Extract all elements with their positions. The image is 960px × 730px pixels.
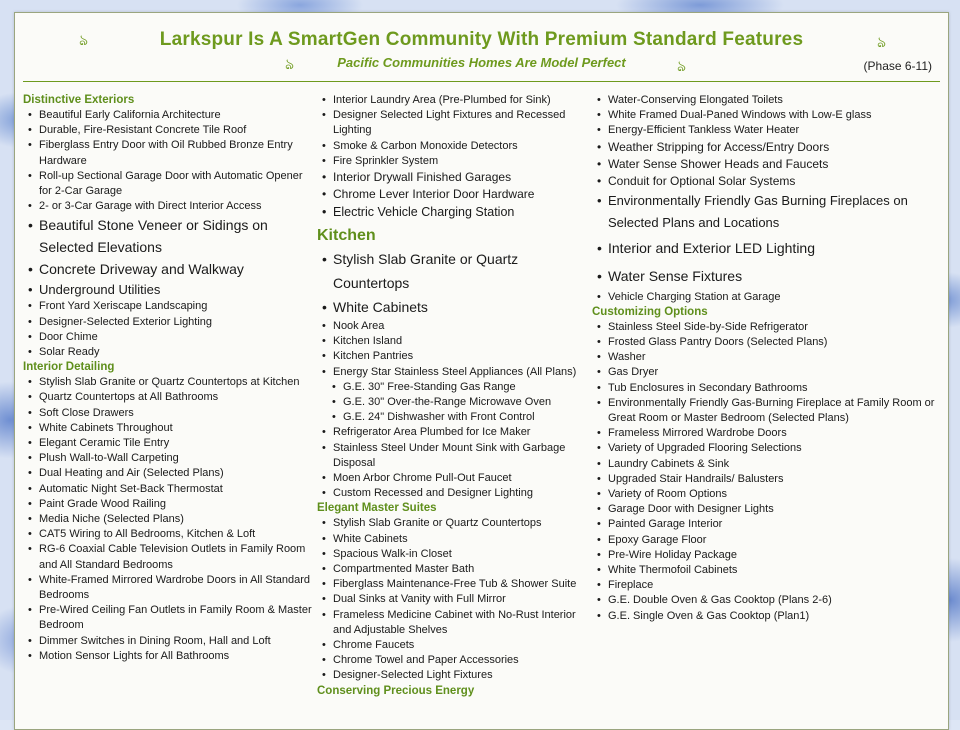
header bbox=[15, 13, 948, 91]
list-item: • Door Chime bbox=[23, 330, 313, 345]
list-item: • Chrome Lever Interior Door Hardware bbox=[317, 186, 585, 203]
kitchen-list bbox=[317, 247, 585, 501]
list-item: • Frameless Medicine Cabinet with No-Rust Interior and Adjustable Shelves bbox=[317, 608, 585, 638]
list-item: • Designer-Selected Exterior Lighting bbox=[23, 315, 313, 330]
list-item: • G.E. 24" Dishwasher with Front Control bbox=[317, 410, 585, 425]
list-item: • CAT5 Wiring to All Bedrooms, Kitchen & Loft bbox=[23, 527, 313, 542]
options-list bbox=[592, 320, 942, 624]
list-item: • Beautiful Stone Veneer or Sidings on Selected Elevations bbox=[23, 214, 313, 258]
ornament-icon: ঌ bbox=[877, 34, 887, 51]
list-item: • Electric Vehicle Charging Station bbox=[317, 203, 585, 221]
list-item: • Designer-Selected Light Fixtures bbox=[317, 668, 585, 683]
list-item: • Frosted Glass Pantry Doors (Selected Plans) bbox=[592, 335, 942, 350]
list-item: • Paint Grade Wood Railing bbox=[23, 497, 313, 512]
section-title-kitchen: Kitchen bbox=[317, 227, 376, 245]
interior-list bbox=[23, 375, 313, 664]
list-item: • Chrome Faucets bbox=[317, 638, 585, 653]
list-item: • White Framed Dual-Paned Windows with Low-E glass bbox=[592, 108, 942, 123]
list-item: • Concrete Driveway and Walkway bbox=[23, 258, 313, 280]
list-item: • Durable, Fire-Resistant Concrete Tile Roof bbox=[23, 123, 313, 138]
list-item: • Motion Sensor Lights for All Bathrooms bbox=[23, 649, 313, 664]
list-item: • Underground Utilities bbox=[23, 280, 313, 299]
list-item: • Nook Area bbox=[317, 319, 585, 334]
list-item: • Water Sense Fixtures bbox=[592, 262, 942, 290]
list-item: • Kitchen Pantries bbox=[317, 349, 585, 364]
list-item: • Laundry Cabinets & Sink bbox=[592, 457, 942, 472]
list-item: • Stylish Slab Granite or Quartz Countertops bbox=[317, 247, 585, 295]
list-item: • Energy Star Stainless Steel Appliances (All Plans) bbox=[317, 365, 585, 380]
list-item: • Smoke & Carbon Monoxide Detectors bbox=[317, 139, 585, 154]
column-1 bbox=[23, 93, 313, 664]
list-item: • G.E. Single Oven & Gas Cooktop (Plan1) bbox=[592, 609, 942, 624]
list-item: • Epoxy Garage Floor bbox=[592, 533, 942, 548]
list-item: • Water Sense Shower Heads and Faucets bbox=[592, 156, 942, 173]
header-divider bbox=[23, 81, 940, 82]
list-item: • Pre-Wire Holiday Package bbox=[592, 548, 942, 563]
list-item: • Dual Heating and Air (Selected Plans) bbox=[23, 466, 313, 481]
general-list bbox=[317, 93, 585, 221]
phase-label: (Phase 6-11) bbox=[863, 59, 932, 73]
page-title: Larkspur Is A SmartGen Community With Premium Standard Features bbox=[159, 29, 804, 50]
list-item: • Painted Garage Interior bbox=[592, 517, 942, 532]
list-item: • Spacious Walk-in Closet bbox=[317, 547, 585, 562]
list-item: • Stainless Steel Under Mount Sink with Garbage Disposal bbox=[317, 441, 585, 471]
list-item: • White Cabinets bbox=[317, 532, 585, 547]
list-item: • Tub Enclosures in Secondary Bathrooms bbox=[592, 381, 942, 396]
list-item: • Washer bbox=[592, 350, 942, 365]
list-item: • Automatic Night Set-Back Thermostat bbox=[23, 482, 313, 497]
list-item: • Designer Selected Light Fixtures and Recessed Lighting bbox=[317, 108, 585, 138]
list-item: • Quartz Countertops at All Bathrooms bbox=[23, 390, 313, 405]
list-item: • RG-6 Coaxial Cable Television Outlets in Family Room and All Standard Bedrooms bbox=[23, 542, 313, 572]
list-item: • Plush Wall-to-Wall Carpeting bbox=[23, 451, 313, 466]
list-item: • Energy-Efficient Tankless Water Heater bbox=[592, 123, 942, 138]
list-item: • Water-Conserving Elongated Toilets bbox=[592, 93, 942, 108]
list-item: • Refrigerator Area Plumbed for Ice Maker bbox=[317, 425, 585, 440]
column-2 bbox=[317, 93, 585, 699]
section-title-interior: Interior Detailing bbox=[23, 361, 115, 374]
list-item: • Interior Drywall Finished Garages bbox=[317, 169, 585, 186]
energy-list bbox=[592, 93, 942, 305]
list-item: • Roll-up Sectional Garage Door with Automatic Opener for 2-Car Garage bbox=[23, 169, 313, 199]
list-item: • Solar Ready bbox=[23, 345, 313, 360]
list-item: • Conduit for Optional Solar Systems bbox=[592, 173, 942, 190]
list-item: • Fire Sprinkler System bbox=[317, 154, 585, 169]
list-item: • Soft Close Drawers bbox=[23, 406, 313, 421]
ornament-icon: ঌ bbox=[677, 58, 687, 75]
master-list bbox=[317, 516, 585, 683]
list-item: • Media Niche (Selected Plans) bbox=[23, 512, 313, 527]
section-title-exteriors: Distinctive Exteriors bbox=[23, 94, 135, 106]
list-item: • Compartmented Master Bath bbox=[317, 562, 585, 577]
list-item: • Kitchen Island bbox=[317, 334, 585, 349]
list-item: • Stylish Slab Granite or Quartz Countertops bbox=[317, 516, 585, 531]
exteriors-list bbox=[23, 108, 313, 360]
ornament-icon: ঌ bbox=[79, 32, 89, 49]
list-item: • G.E. 30" Over-the-Range Microwave Oven bbox=[317, 395, 585, 410]
list-item: • Fireplace bbox=[592, 578, 942, 593]
features-sheet bbox=[14, 12, 949, 730]
list-item: • Beautiful Early California Architecture bbox=[23, 108, 313, 123]
list-item: • White Cabinets bbox=[317, 295, 585, 319]
list-item: • Elegant Ceramic Tile Entry bbox=[23, 436, 313, 451]
list-item: • Garage Door with Designer Lights bbox=[592, 502, 942, 517]
list-item: • Custom Recessed and Designer Lighting bbox=[317, 486, 585, 501]
list-item: • Gas Dryer bbox=[592, 365, 942, 380]
list-item: • G.E. 30" Free-Standing Gas Range bbox=[317, 380, 585, 395]
list-item: • G.E. Double Oven & Gas Cooktop (Plans 2-6) bbox=[592, 593, 942, 608]
list-item: • Variety of Room Options bbox=[592, 487, 942, 502]
list-item: • Dimmer Switches in Dining Room, Hall and Loft bbox=[23, 634, 313, 649]
list-item: • Front Yard Xeriscape Landscaping bbox=[23, 299, 313, 314]
list-item: • Environmentally Friendly Gas-Burning Fireplace at Family Room or Great Room or Master Bedroom (Selected Plans) bbox=[592, 396, 942, 426]
list-item: • Stylish Slab Granite or Quartz Countertops at Kitchen bbox=[23, 375, 313, 390]
list-item: • Dual Sinks at Vanity with Full Mirror bbox=[317, 592, 585, 607]
list-item: • Stainless Steel Side-by-Side Refrigerator bbox=[592, 320, 942, 335]
list-item: • Environmentally Friendly Gas Burning Fireplaces on Selected Plans and Locations bbox=[592, 190, 942, 234]
list-item: • Fiberglass Entry Door with Oil Rubbed Bronze Entry Hardware bbox=[23, 138, 313, 168]
section-title-energy: Conserving Precious Energy bbox=[317, 684, 475, 697]
list-item: • Chrome Towel and Paper Accessories bbox=[317, 653, 585, 668]
list-item: • Weather Stripping for Access/Entry Doors bbox=[592, 139, 942, 156]
page-subtitle: Pacific Communities Homes Are Model Perfect bbox=[337, 55, 626, 70]
list-item: • White Cabinets Throughout bbox=[23, 421, 313, 436]
list-item: • White-Framed Mirrored Wardrobe Doors in All Standard Bedrooms bbox=[23, 573, 313, 603]
list-item: • Variety of Upgraded Flooring Selections bbox=[592, 441, 942, 456]
list-item: • Interior Laundry Area (Pre-Plumbed for Sink) bbox=[317, 93, 585, 108]
list-item: • Moen Arbor Chrome Pull-Out Faucet bbox=[317, 471, 585, 486]
list-item: • Vehicle Charging Station at Garage bbox=[592, 290, 942, 305]
list-item: • 2- or 3-Car Garage with Direct Interior Access bbox=[23, 199, 313, 214]
list-item: • Fiberglass Maintenance-Free Tub & Shower Suite bbox=[317, 577, 585, 592]
list-item: • Interior and Exterior LED Lighting bbox=[592, 234, 942, 262]
section-title-options: Customizing Options bbox=[592, 305, 708, 318]
list-item: • Frameless Mirrored Wardrobe Doors bbox=[592, 426, 942, 441]
section-title-master: Elegant Master Suites bbox=[317, 502, 437, 515]
list-item: • Pre-Wired Ceiling Fan Outlets in Family Room & Master Bedroom bbox=[23, 603, 313, 633]
list-item: • White Thermofoil Cabinets bbox=[592, 563, 942, 578]
column-3 bbox=[592, 93, 942, 624]
ornament-icon: ঌ bbox=[285, 56, 295, 73]
list-item: • Upgraded Stair Handrails/ Balusters bbox=[592, 472, 942, 487]
